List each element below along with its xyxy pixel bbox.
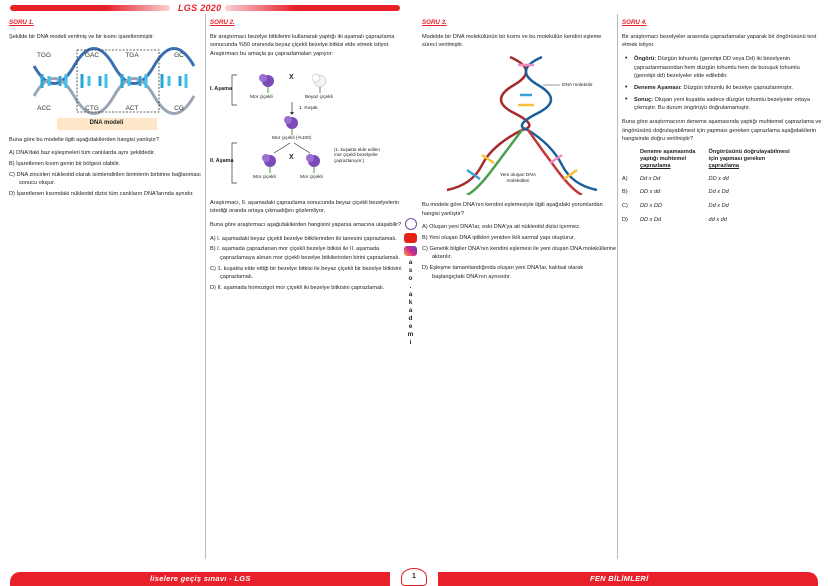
dna-molecule-label: DNA molekülü [562,82,593,88]
page-title: LGS 2020 [178,3,222,13]
header-bar-left [10,5,170,11]
new-dna-label: Yeni oluşan DNA molekülleri [499,172,537,184]
bullet-label: Sonuç: [634,96,653,103]
answer-option[interactable]: B) İşaretlenen kısım genin bir bölgesi olabilir. [9,160,120,167]
brand-letter: d [408,315,413,322]
option-letter: D) [622,216,628,223]
column-divider [617,14,618,559]
dna-model-caption: DNA modeli [57,118,157,129]
table-row[interactable] [622,173,802,187]
brand-letter: e [408,323,413,330]
bullet-text: Düzgün tohumlu (genotipi DD veya Dd) iki bezelyenin çaprazlanmasından hem düzgün tohumlu hem de buruşuk tohumlu (genotipi dd) bezelyeler elde edilebilir. [634,55,800,80]
generation-label: 1. Kuşak [299,105,318,111]
table-row[interactable] [622,186,802,200]
answer-option[interactable]: A) Oluşan yeni DNA'lar, eski DNA'ya ait nükleotid dizisi içermez. [422,224,581,231]
question-2 [210,18,405,294]
flower-icon [306,154,320,173]
bottom-codon: CG [174,105,184,113]
flower-icon [262,154,276,173]
answer-option[interactable]: C) Genetik bilgiler DNA'nın kendini eşlemesi ile yeni oluşan DNA moleküllerine aktarılır. [422,245,617,261]
brand-letter: s [408,267,413,274]
answer-option[interactable]: D) Eşleşme tamamlandığında oluşan yeni DNA'lar, kalıtsal olarak başlangıçtaki DNA'nın aynısıdır. [422,264,584,280]
cell: Dd x Dd [708,189,729,196]
bullet-label: Öngörü: [634,55,657,62]
answer-option[interactable]: D) İşaretlenen kısımdaki nükleotid dizisi tüm canlıların DNA'larında aynıdır. [9,190,194,197]
cross-diagram [210,65,400,195]
bullet-result [622,96,822,113]
top-codon: TGG [36,52,52,60]
question-2-heading: SORU 2. [210,19,235,26]
question-4-prompt: Buna göre araştırmacının deneme aşamasında yaptığı muhtemel çaprazlama ve öngörüsünü doğrulayabilmesi için yapması gereken çaprazlama aşağıdakilerin hangisinde doğru verilmiştir? [622,118,822,143]
top-codon: GAC [84,52,100,60]
question-1-prompt: Buna göre bu modelle ilgili aşağıdakilerden hangisi yanlıştır? [9,136,160,143]
replication-figure [422,55,612,195]
youtube-icon[interactable] [404,233,417,243]
top-codon: TGA [125,52,139,60]
footer-right-text: FEN BİLİMLERİ [590,574,649,583]
table-row[interactable] [622,214,802,228]
bullet-text: Düzgün tohumlu iki bezelye çaprazlanmıştır. [683,84,793,91]
option-letter: C) [622,203,628,210]
flower-icon [259,74,274,93]
cell: DD x DD [640,203,663,210]
brand-letter: k [408,299,413,306]
answer-option[interactable]: A) I. aşamadaki beyaz çiçekli bezelye bitkilerinden iki tanesini çaprazlamalı. [210,235,397,242]
brand-letter: i [409,339,412,346]
brand-letter: . [409,283,412,290]
option-letter: A) [622,175,628,182]
page-footer [0,568,828,586]
cell: DD x dd [640,189,661,196]
brand-logo-icon [405,218,417,230]
brand-letter: a [408,307,413,314]
stage-1-label: I. Aşama [210,85,232,92]
flower-icon [312,74,326,93]
question-3-intro: Modelde bir DNA molekülünün bir kısmı ve bu molekülün kendini eşleme süreci verilmiştir. [422,33,602,49]
answer-option[interactable]: B) I. aşamada çaprazlanan mor çiçekli bezelye bitkisi ile II. aşamada çaprazlamaya alınan mor çiçekli bezelye bitkilerinden birini çaprazlamalı. [210,246,401,261]
brand-letter: a [408,259,413,266]
question-1-intro: Şekilde bir DNA modeli verilmiş ve bir kısmı işaretlenmiştir. [9,33,155,40]
question-3-heading: SORU 3. [422,19,447,26]
answer-option[interactable]: C) 1. kuşakta elde ettiği bir bezelye bitkisi ile beyaz çiçekli bir bezelye bitkisini çaprazlamalı. [210,265,402,281]
header-text: çaprazlama [708,162,740,169]
instagram-icon[interactable] [404,246,417,256]
question-1-heading: SORU 1. [9,19,34,26]
white-flower-label: Beyaz çiçekli [305,94,333,100]
cross-note: (1. kuşakta elde edilen mor çiçekli bezelyeler çaprazlanıyor.) [334,146,380,164]
purple-flower-label: Mor çiçekli [253,174,276,180]
answer-table [622,149,802,228]
cell: dd x dd [708,216,727,223]
page-number: 1 [401,568,427,586]
answer-option[interactable]: C) DNA zincirleri nükleotid olarak isimlendirilen birimlerin birbirine bağlanması sonucu oluşur. [9,171,201,187]
page-header [10,4,400,13]
option-letter: B) [622,189,628,196]
header-bar-right [225,5,400,11]
stage-2-label: II. Aşama [210,157,234,164]
question-2-intro: Bir araştırmacı bezelye bitkilerini kullanarak yaptığı iki aşamalı çaprazlama sonucunda %50 oranında beyaz çiçekli bezelye bitkisi elde etmek istiyor. Araştırmacı bu amaçla şu çaprazlamaları yapıyor: [210,33,395,57]
question-2-prompt: Buna göre araştırmacı aşağıdakilerden hangisini yaparsa amacına ulaşabilir? [210,221,402,228]
bottom-codon: ACT [125,105,139,113]
bottom-codon: CTG [85,105,99,113]
cross-symbol: X [289,153,294,161]
answer-option[interactable]: A) DNA'daki baz eşleşmeleri tüm canlılarda aynı şekildedir. [9,150,155,157]
dna-helix-icon [501,57,551,130]
cell: DD x dd [708,175,729,182]
bullet-label: Deneme Aşaması: [634,84,682,91]
question-3-prompt: Bu modele göre DNA'nın kendini eşlemesiyle ilgili aşağıdaki yorumlardan hangisi yanlıştır? [422,201,603,217]
cell: Dd x Dd [708,203,729,210]
question-4 [622,18,822,227]
cell: Dd x Dd [640,175,661,182]
dna-helix-icon [34,49,194,114]
dna-model-figure [14,46,199,116]
header-text: çaprazlama [640,162,671,169]
bottom-codon: ACC [37,105,51,113]
purple-flower-label: Mor çiçekli [250,94,273,100]
answer-col-header [709,149,802,173]
cross-symbol: X [289,73,294,81]
header-text: Deneme aşamasında yaptığı muhtemel [640,148,696,162]
question-4-heading: SORU 4. [622,19,647,26]
flower-icon [284,116,298,135]
question-1 [9,18,204,201]
table-row[interactable] [622,200,802,214]
question-3 [422,18,617,283]
purple-100-label: Mor çiçekli (%100) [272,135,312,141]
brand-letter: o [408,275,413,282]
brand-letter: m [407,331,414,338]
bullet-text: Oluşan yeni kuşakta sadece düzgün tohumlu bezelyeler ortaya çıkmıştır. Bu durum öngörüyü doğrulamamıştır. [634,96,811,112]
purple-flower-label: Mor çiçekli [300,174,323,180]
answer-col-header [640,149,709,173]
footer-left-text: liselere geçiş sınavı - LGS [150,574,251,583]
cell: DD x Dd [640,216,662,223]
question-2-observation: Araştırmacı, II. aşamadaki çaprazlama sonucunda beyaz çiçekli bezelyelerin istediği oranda ortaya çıkmadığını gözlemliyor. [210,199,400,215]
brand-strip [404,218,422,347]
brand-letter: a [408,291,413,298]
question-4-intro: Bir araştırmacı bezelyeler arasında çaprazlamalar yaparak bir öngörüsünü test etmek istiyor. [622,33,817,49]
column-divider [205,14,206,559]
bullet-prediction [622,55,822,81]
bullet-trial [622,84,822,93]
header-text: Öngörüsünü doğrulayabilmesi için yapması gereken [708,148,790,162]
answer-option[interactable]: D) II. aşamada homozigot mor çiçekli iki bezelye bitkisini çaprazlamalı. [210,284,385,291]
answer-option[interactable]: B) Yeni oluşan DNA iplikleri yeniden ikili sarmal yapı oluşturur. [422,234,575,241]
top-codon: GC [174,52,184,60]
